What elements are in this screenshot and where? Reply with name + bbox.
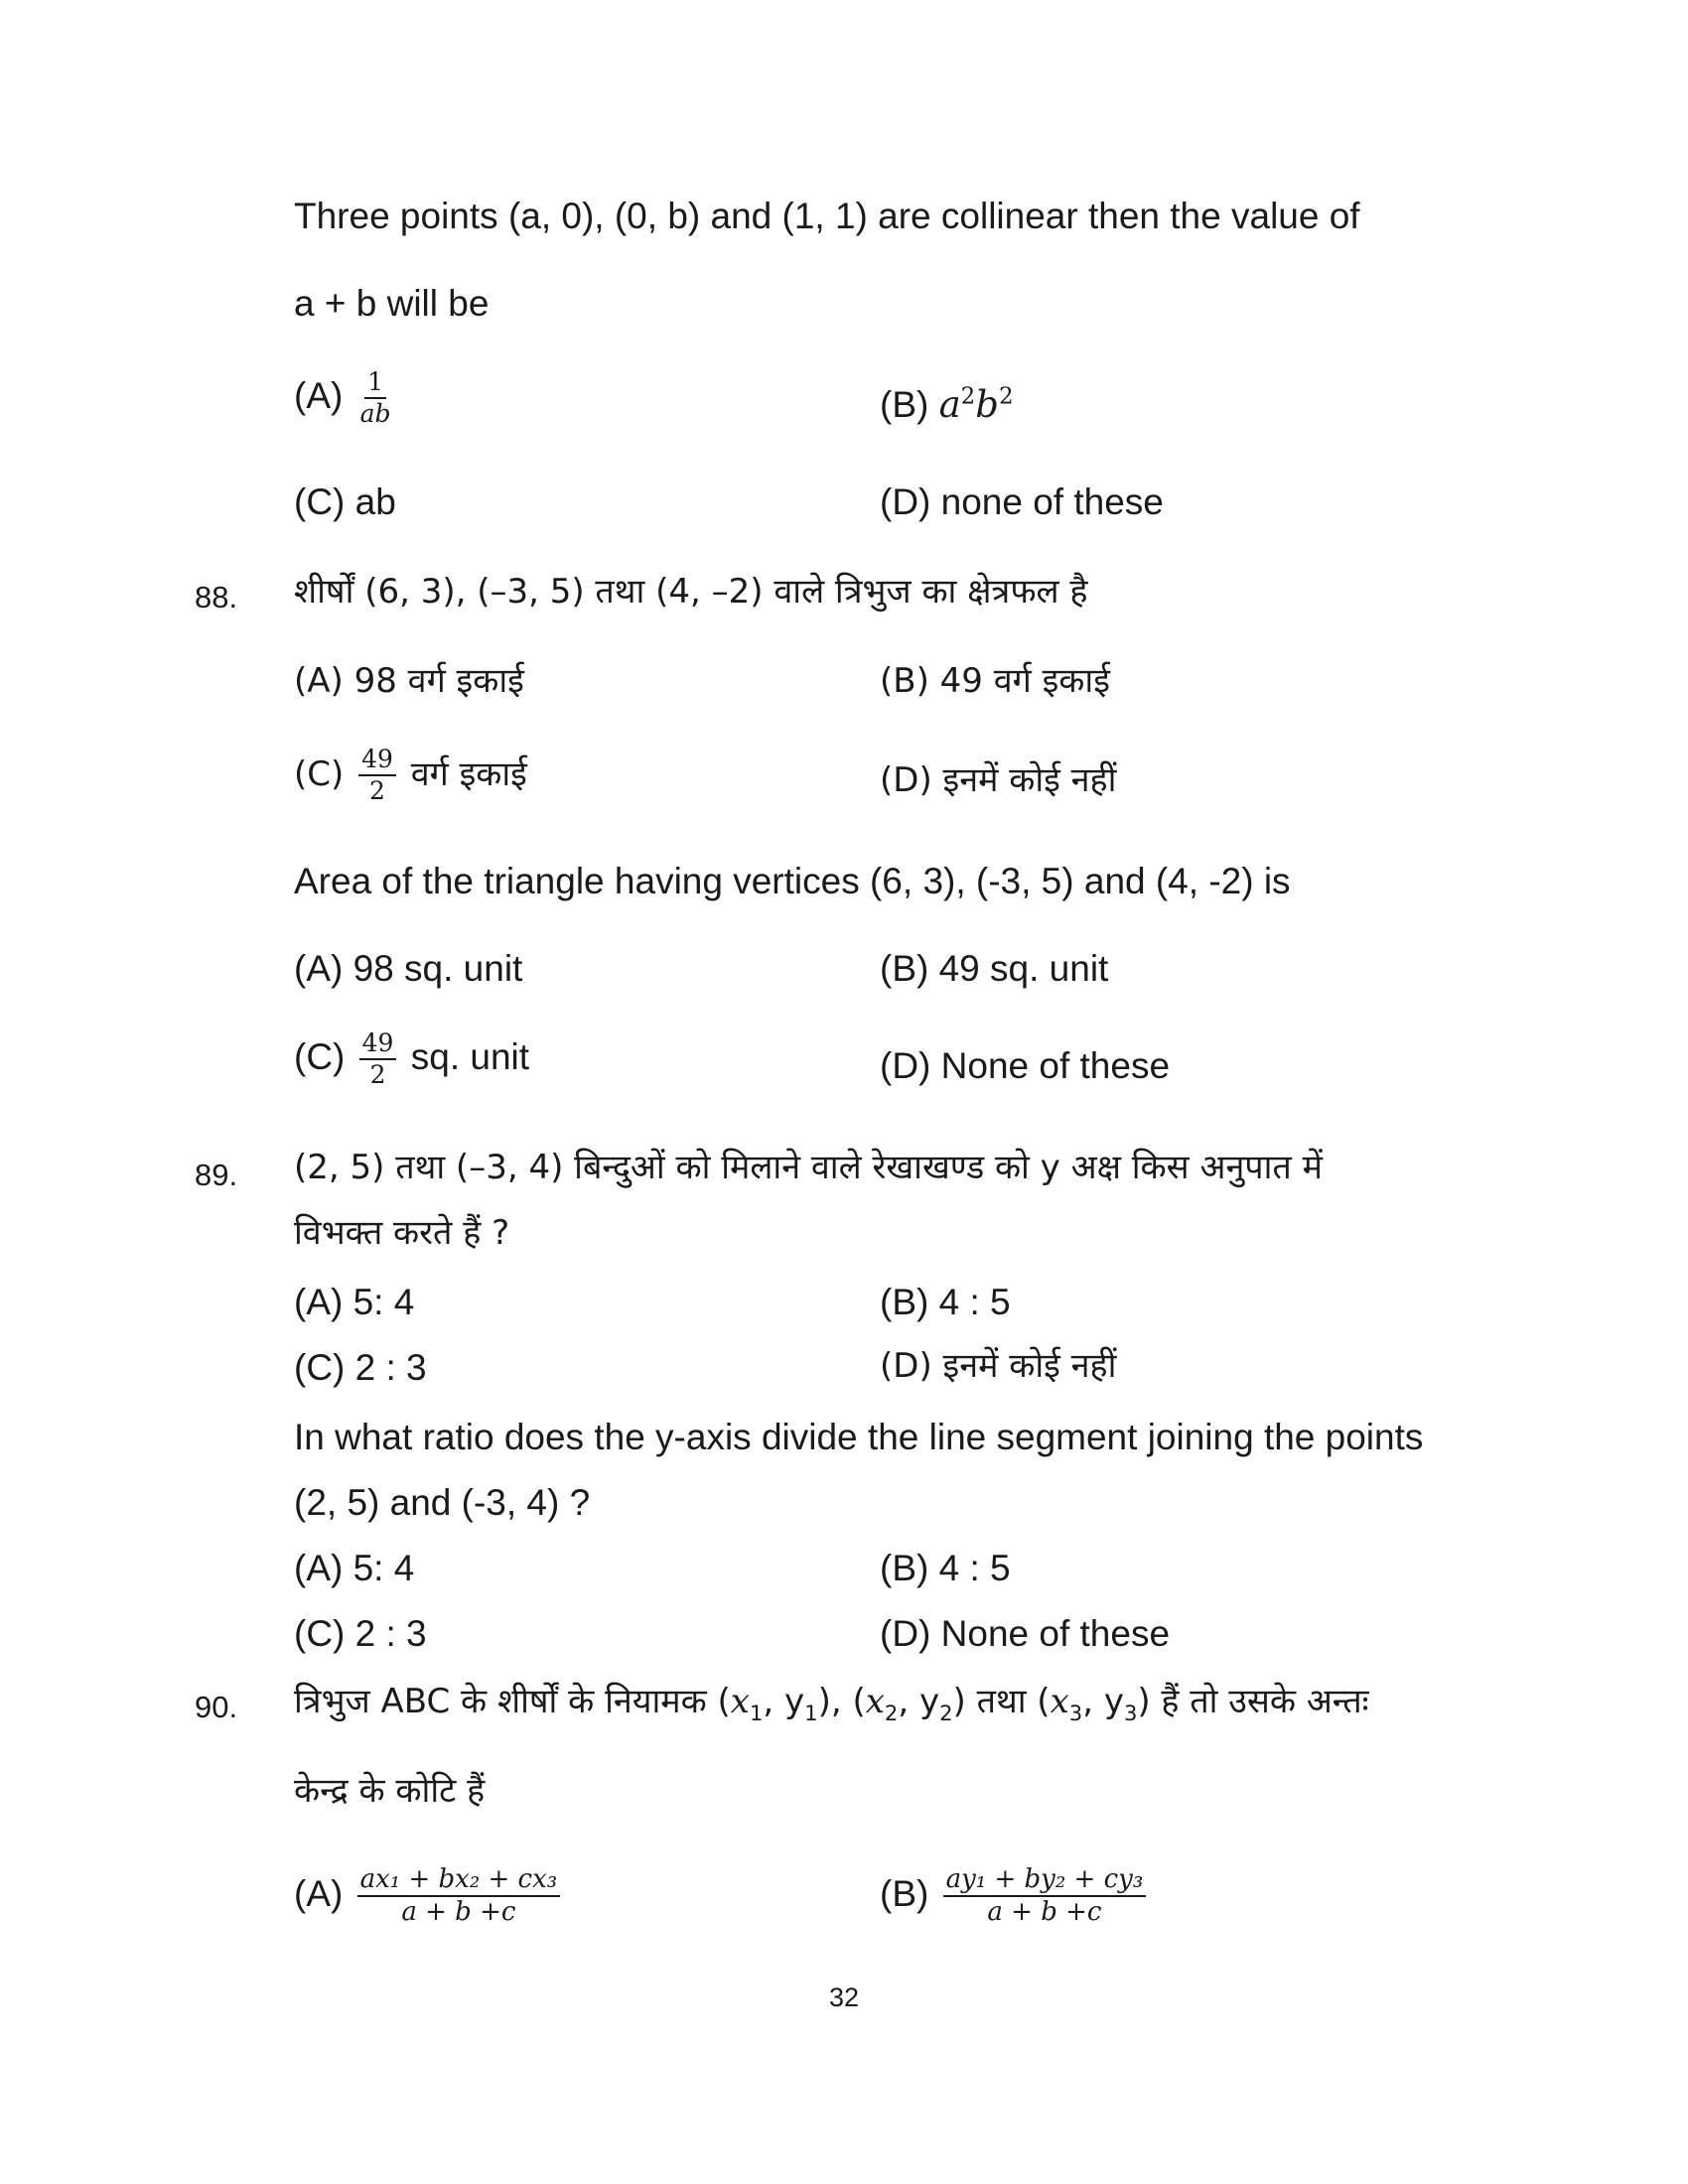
exponent: 2 — [998, 383, 1014, 410]
denominator: ab — [359, 399, 391, 429]
unit: sq. unit — [410, 1036, 530, 1078]
q89-english-option-c: (C) 2 : 3 — [294, 1613, 427, 1654]
fraction — [358, 747, 396, 805]
q90-hindi-line1 — [294, 1682, 1369, 1725]
option-label: (C) — [294, 753, 345, 794]
separator: , — [763, 1682, 785, 1721]
q88-hindi-option-d: (D) इनमें कोई नहीं — [880, 760, 1117, 800]
base-b: b — [975, 383, 999, 426]
q89-english-line2: (2, 5) and (-3, 4) ? — [294, 1482, 591, 1523]
numerator: 49 — [358, 747, 396, 776]
q88-hindi-option-c — [294, 747, 527, 805]
text-part: त्रिभुज ABC के शीर्षों के नियामक ( — [294, 1682, 731, 1721]
q89-english-option-a: (A) 5: 4 — [294, 1548, 415, 1588]
q87-text-line1: Three points (a, 0), (0, b) and (1, 1) are collinear then the value of — [294, 196, 1360, 236]
q87-option-a — [294, 369, 398, 428]
q90-option-a — [294, 1866, 564, 1927]
q88-number: 88. — [195, 580, 238, 614]
unit: वर्ग इकाई — [410, 753, 527, 794]
subscript: 2 — [884, 1700, 899, 1725]
q89-number: 89. — [195, 1158, 238, 1192]
base-a: a — [938, 383, 961, 426]
fraction — [357, 1866, 561, 1927]
separator: , — [898, 1682, 919, 1721]
q88-english-text: Area of the triangle having vertices (6, 3), (-3, 5) and (4, -2) is — [294, 861, 1291, 901]
fraction — [359, 1030, 397, 1089]
numerator: 1 — [364, 369, 386, 399]
text-part: ) तथा ( — [952, 1682, 1051, 1721]
q87-option-b — [880, 383, 1014, 427]
math-y: y — [1103, 1682, 1124, 1721]
q87-option-c: (C) ab — [294, 481, 396, 522]
separator: ), ( — [817, 1682, 866, 1721]
math-expression — [939, 383, 1014, 426]
q88-english-option-a: (A) 98 sq. unit — [294, 948, 523, 989]
math-y: y — [918, 1682, 940, 1721]
q88-english-option-b: (B) 49 sq. unit — [880, 948, 1109, 989]
q89-hindi-option-a: (A) 5: 4 — [294, 1282, 415, 1322]
q89-hindi-line1: (2, 5) तथा (–3, 4) बिन्दुओं को मिलाने वाले रेखाखण्ड को y अक्ष किस अनुपात में — [294, 1148, 1323, 1187]
q88-hindi-option-b: (B) 49 वर्ग इकाई — [880, 661, 1110, 701]
q89-hindi-option-c: (C) 2 : 3 — [294, 1347, 427, 1388]
denominator: a + b +c — [987, 1897, 1102, 1928]
q89-hindi-option-b: (B) 4 : 5 — [880, 1282, 1011, 1322]
math-x: x — [865, 1682, 885, 1721]
q88-hindi-text: शीर्षों (6, 3), (–3, 5) तथा (4, –2) वाले त्रिभुज का क्षेत्रफल है — [294, 572, 1088, 612]
separator: , — [1082, 1682, 1104, 1721]
fraction — [357, 369, 394, 428]
q90-hindi-line2: केन्द्र के कोटि हैं — [294, 1771, 486, 1811]
subscript: 1 — [804, 1700, 818, 1725]
denominator: 2 — [369, 1060, 386, 1090]
subscript: 3 — [1068, 1700, 1083, 1725]
q89-english-option-b: (B) 4 : 5 — [880, 1548, 1011, 1588]
numerator: 49 — [359, 1030, 397, 1060]
numerator: ax₁ + bx₂ + cx₃ — [357, 1866, 561, 1897]
q87-option-d: (D) none of these — [880, 481, 1164, 522]
option-label: (C) — [294, 1036, 346, 1078]
option-label: (B) — [880, 1873, 929, 1915]
subscript: 3 — [1123, 1700, 1138, 1725]
q89-english-option-d: (D) None of these — [880, 1613, 1171, 1654]
denominator: a + b +c — [401, 1897, 516, 1928]
q88-english-option-c — [294, 1030, 529, 1089]
q88-english-option-d: (D) None of these — [880, 1045, 1171, 1086]
math-x: x — [1050, 1682, 1069, 1721]
q89-hindi-option-d: (D) इनमें कोई नहीं — [880, 1346, 1117, 1386]
subscript: 1 — [749, 1700, 764, 1725]
math-x: x — [730, 1682, 750, 1721]
q89-hindi-line2: विभक्त करते हैं ? — [294, 1213, 510, 1253]
q89-english-line1: In what ratio does the y-axis divide the line segment joining the points — [294, 1417, 1424, 1457]
option-label: (A) — [294, 1873, 344, 1915]
exponent: 2 — [960, 383, 976, 410]
option-label: (A) — [294, 375, 344, 417]
math-y: y — [784, 1682, 805, 1721]
q90-option-b — [880, 1866, 1150, 1927]
fraction — [943, 1866, 1147, 1927]
option-label: (B) — [880, 384, 929, 425]
q90-number: 90. — [195, 1690, 238, 1724]
denominator: 2 — [369, 776, 385, 806]
page-number: 32 — [828, 1982, 860, 2012]
text-part: ) हैं तो उसके अन्तः — [1137, 1682, 1369, 1721]
subscript: 2 — [939, 1700, 953, 1725]
q87-text-line2: a + b will be — [294, 283, 490, 324]
q88-hindi-option-a: (A) 98 वर्ग इकाई — [294, 661, 524, 701]
numerator: ay₁ + by₂ + cy₃ — [943, 1866, 1147, 1897]
